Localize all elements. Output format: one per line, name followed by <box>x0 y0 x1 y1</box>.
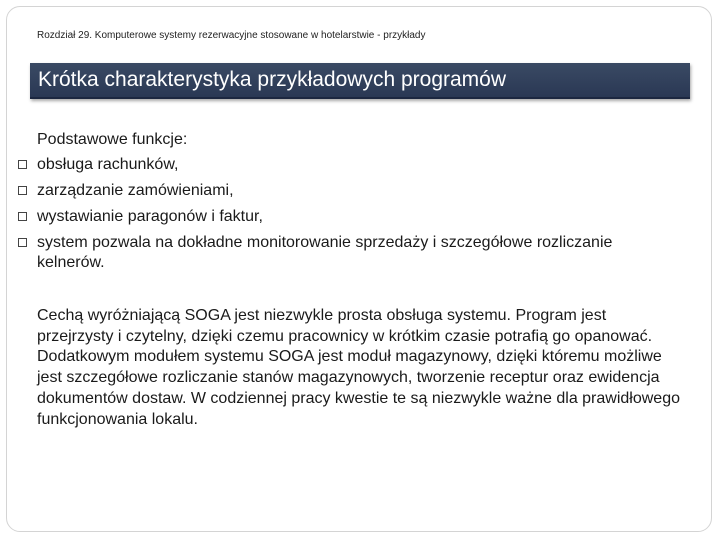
bullet-list <box>18 155 658 279</box>
list-item <box>18 207 658 227</box>
list-item <box>18 181 658 201</box>
list-item <box>18 233 658 273</box>
slide-title: Krótka charakterystyka przykładowych programów <box>38 68 507 91</box>
chapter-header: Rozdział 29. Komputerowe systemy rezerwacyjne stosowane w hotelarstwie - przykłady <box>37 30 426 41</box>
checkbox-bullet-icon <box>18 212 27 221</box>
checkbox-bullet-icon <box>18 186 27 195</box>
section-heading: Podstawowe funkcje: <box>37 131 188 148</box>
list-item-text: obsługa rachunków, <box>37 156 179 173</box>
list-item <box>18 155 658 175</box>
list-item-text: wystawianie paragonów i faktur, <box>37 208 263 225</box>
list-item-text: zarządzanie zamówieniami, <box>37 182 234 199</box>
checkbox-bullet-icon <box>18 238 27 247</box>
title-bar <box>30 63 690 99</box>
list-item-text: system pozwala na dokładne monitorowanie sprzedaży i szczegółowe rozliczanie kelnerów. <box>37 234 613 271</box>
checkbox-bullet-icon <box>18 160 27 169</box>
description-paragraph: Cechą wyróżniającą SOGA jest niezwykle prosta obsługa systemu. Program jest przejrzysty i czytelny, dzięki czemu pracownicy w krótkim czasie potrafią go opanować. Dodatkowym modułem systemu SOGA jest moduł magazynowy, dzięki któremu możliwe jest szczegółowe rozliczanie stanów magazynowych, tworzenie receptur oraz ewidencja dokumentów dostaw. W codziennej pracy kwestie te są niezwykle ważne dla prawidłowego funkcjonowania lokalu. <box>37 307 680 428</box>
